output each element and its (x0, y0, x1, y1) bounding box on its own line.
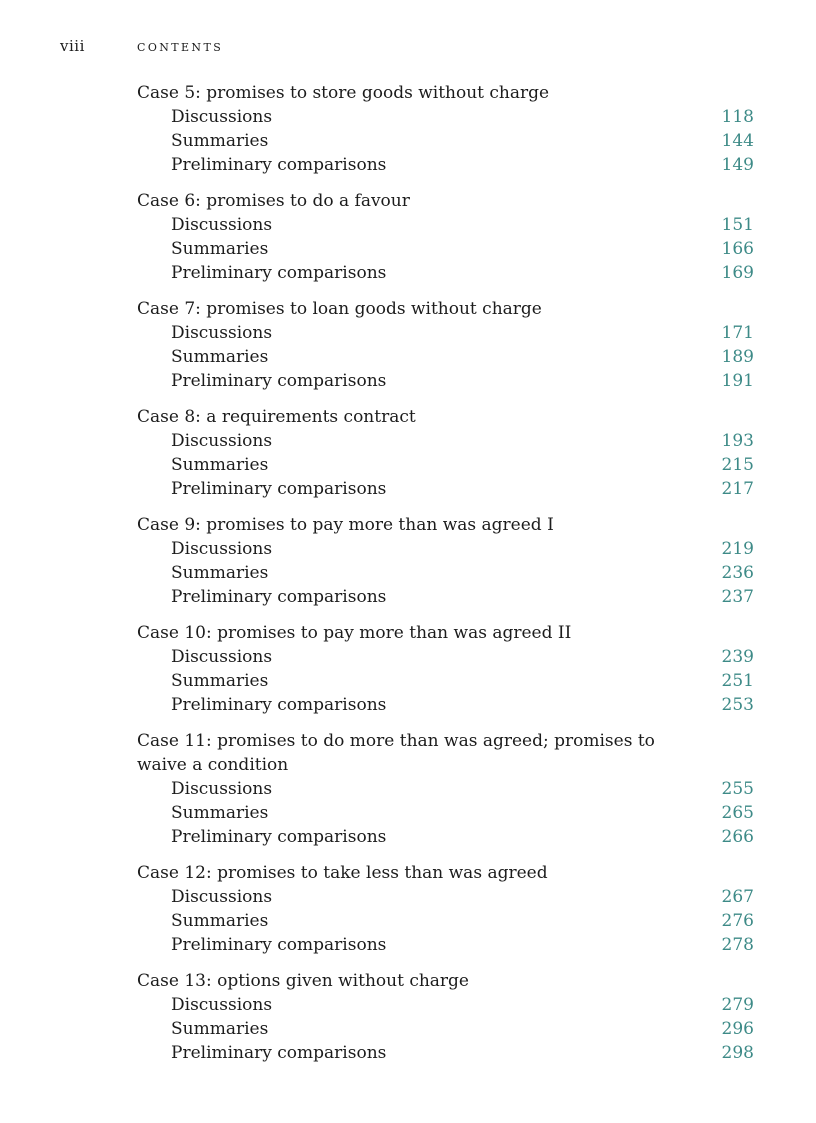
running-head (60, 37, 223, 57)
entry-label: Discussions (171, 887, 273, 907)
entry-label: Summaries (171, 1019, 269, 1039)
entry-label: Preliminary comparisons (171, 935, 387, 955)
entry-label: Preliminary comparisons (171, 587, 387, 607)
case-title: Case 13: options given without charge (137, 971, 469, 991)
toc-case (137, 297, 754, 393)
toc-entry[interactable] (137, 1017, 754, 1041)
toc-entry[interactable] (137, 261, 754, 285)
entry-label: Preliminary comparisons (171, 263, 387, 283)
toc-entry[interactable] (137, 777, 754, 801)
running-head-title: CONTENTS (137, 41, 224, 54)
entry-page-number: 267 (721, 887, 754, 907)
toc-entry[interactable] (137, 801, 754, 825)
toc-entry[interactable] (137, 669, 754, 693)
entry-label: Preliminary comparisons (171, 1043, 387, 1063)
entry-page-number: 189 (721, 347, 754, 367)
toc-entry[interactable] (137, 477, 754, 501)
toc-entry[interactable] (137, 645, 754, 669)
entry-page-number: 253 (721, 695, 754, 715)
entry-page-number: 236 (721, 563, 754, 583)
entry-page-number: 298 (721, 1043, 754, 1063)
entry-label: Summaries (171, 347, 269, 367)
entry-label: Discussions (171, 323, 273, 343)
toc-entry[interactable] (137, 993, 754, 1017)
entry-label: Discussions (171, 647, 273, 667)
toc-entry[interactable] (137, 129, 754, 153)
case-title: Case 6: promises to do a favour (137, 191, 410, 211)
entry-page-number: 255 (721, 779, 754, 799)
entry-page-number: 239 (721, 647, 754, 667)
toc-entry[interactable] (137, 453, 754, 477)
entry-page-number: 237 (721, 587, 754, 607)
entry-page-number: 169 (721, 263, 754, 283)
entry-label: Preliminary comparisons (171, 827, 387, 847)
toc-entry[interactable] (137, 321, 754, 345)
toc-entry[interactable] (137, 909, 754, 933)
entry-label: Preliminary comparisons (171, 371, 387, 391)
entry-label: Discussions (171, 107, 273, 127)
toc-entry[interactable] (137, 105, 754, 129)
case-title: Case 5: promises to store goods without charge (137, 83, 550, 103)
page-folio: viii (60, 37, 85, 55)
entry-label: Summaries (171, 239, 269, 259)
entry-page-number: 266 (721, 827, 754, 847)
toc-case (137, 621, 754, 717)
entry-label: Preliminary comparisons (171, 695, 387, 715)
entry-label: Discussions (171, 215, 273, 235)
entry-label: Discussions (171, 431, 273, 451)
entry-page-number: 251 (721, 671, 754, 691)
entry-page-number: 215 (721, 455, 754, 475)
entry-label: Summaries (171, 455, 269, 475)
toc-case (137, 729, 754, 849)
case-title: Case 8: a requirements contract (137, 407, 416, 427)
toc-entry[interactable] (137, 213, 754, 237)
entry-label: Summaries (171, 911, 269, 931)
toc-case (137, 405, 754, 501)
entry-page-number: 193 (721, 431, 754, 451)
entry-page-number: 191 (721, 371, 754, 391)
entry-page-number: 151 (721, 215, 754, 235)
toc-entry[interactable] (137, 693, 754, 717)
case-title: Case 9: promises to pay more than was agreed I (137, 515, 554, 535)
case-title: Case 10: promises to pay more than was agreed II (137, 623, 572, 643)
toc-case (137, 81, 754, 177)
toc-entry[interactable] (137, 585, 754, 609)
toc-entry[interactable] (137, 429, 754, 453)
entry-page-number: 278 (721, 935, 754, 955)
entry-page-number: 296 (721, 1019, 754, 1039)
entry-label: Summaries (171, 131, 269, 151)
case-title: Case 12: promises to take less than was agreed (137, 863, 548, 883)
entry-page-number: 144 (721, 131, 754, 151)
toc-entry[interactable] (137, 825, 754, 849)
entry-label: Discussions (171, 995, 273, 1015)
toc-entry[interactable] (137, 345, 754, 369)
entry-page-number: 217 (721, 479, 754, 499)
entry-page-number: 276 (721, 911, 754, 931)
case-title: Case 11: promises to do more than was agreed; promises to waive a condition (137, 731, 655, 775)
toc-case (137, 861, 754, 957)
entry-page-number: 118 (721, 107, 754, 127)
toc-entry[interactable] (137, 885, 754, 909)
toc-case (137, 513, 754, 609)
toc-entry[interactable] (137, 1041, 754, 1065)
toc-entry[interactable] (137, 237, 754, 261)
case-title: Case 7: promises to loan goods without charge (137, 299, 542, 319)
toc-case (137, 189, 754, 285)
toc-case (137, 969, 754, 1065)
entry-page-number: 166 (721, 239, 754, 259)
entry-label: Summaries (171, 563, 269, 583)
entry-page-number: 171 (721, 323, 754, 343)
toc-entry[interactable] (137, 561, 754, 585)
entry-page-number: 279 (721, 995, 754, 1015)
entry-label: Discussions (171, 539, 273, 559)
toc-entry[interactable] (137, 537, 754, 561)
entry-label: Preliminary comparisons (171, 479, 387, 499)
table-of-contents (137, 81, 754, 1077)
toc-entry[interactable] (137, 369, 754, 393)
entry-label: Summaries (171, 803, 269, 823)
entry-page-number: 149 (721, 155, 754, 175)
toc-entry[interactable] (137, 153, 754, 177)
toc-entry[interactable] (137, 933, 754, 957)
entry-label: Discussions (171, 779, 273, 799)
entry-page-number: 219 (721, 539, 754, 559)
entry-label: Summaries (171, 671, 269, 691)
entry-label: Preliminary comparisons (171, 155, 387, 175)
entry-page-number: 265 (721, 803, 754, 823)
